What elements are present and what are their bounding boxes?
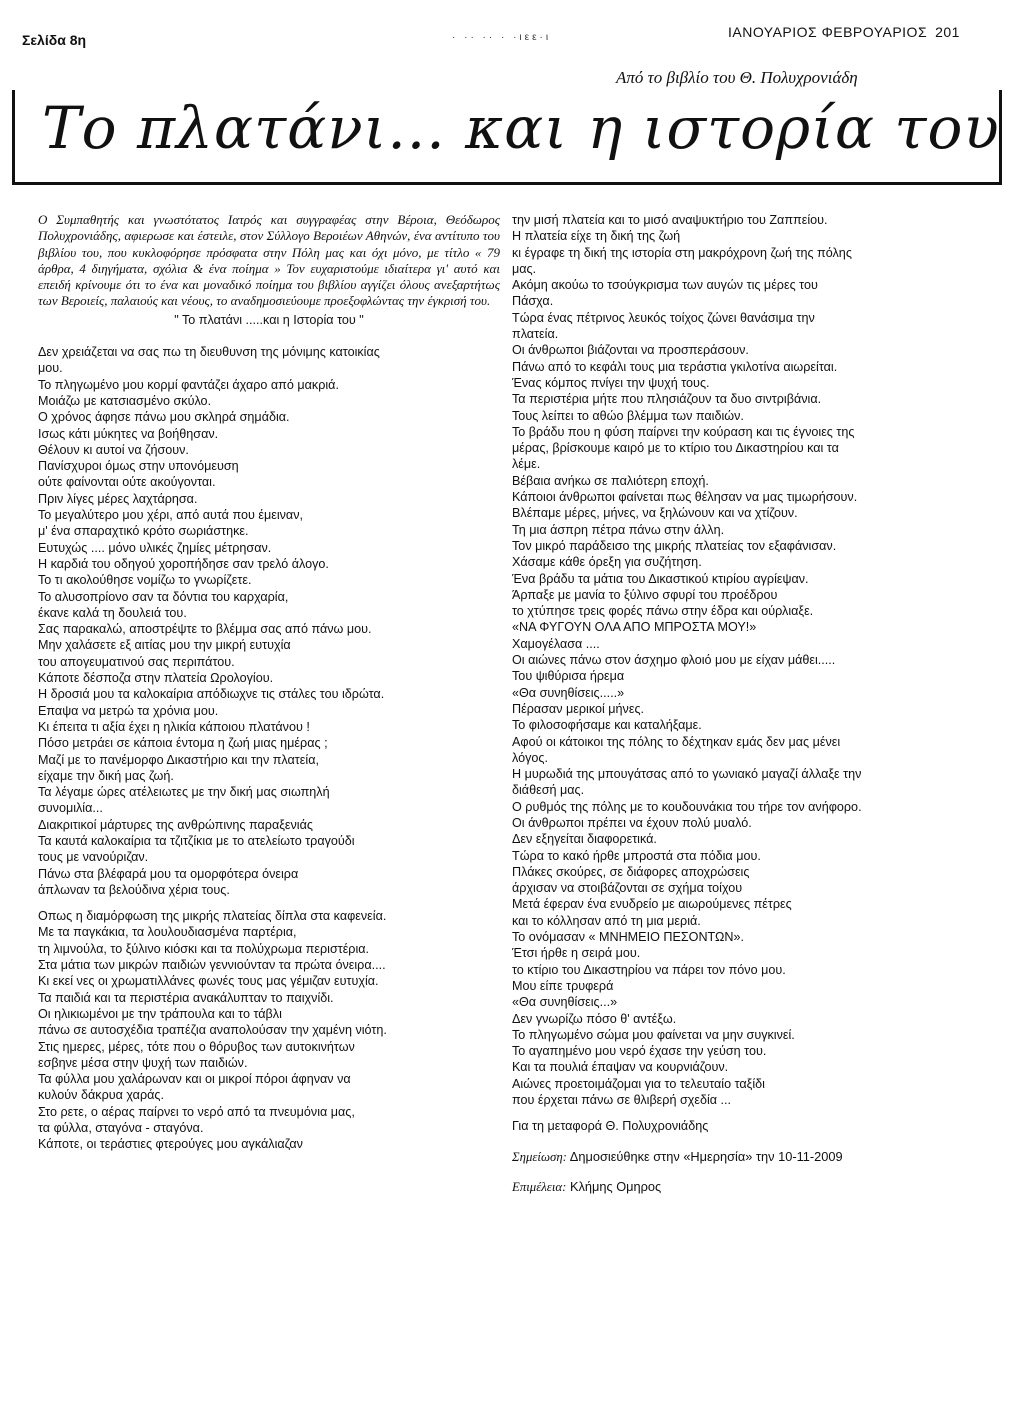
poem-line: Μου είπε τρυφερά — [512, 978, 614, 993]
publication-note — [512, 1149, 1012, 1165]
poem-line: Το ονόμασαν « ΜΝΗΜΕΙΟ ΠΕΣΟΝΤΩΝ». — [512, 930, 745, 945]
poem-line: Το αλυσοπρίονο σαν τα δόντια του καρχαρία, — [38, 589, 289, 604]
editor-name: Κλήμης Ομηρος — [569, 1178, 662, 1194]
poem-line: μ' ένα σπαραχτικό κρότο σωριάστηκε. — [38, 524, 249, 539]
header-smudged-text: · ·· ·· · ·ιεε·ι — [452, 32, 552, 43]
poem-line: Ένα βράδυ τα μάτια του Δικαστικού κτιρίου αγρίεψαν. — [512, 571, 809, 586]
poem-line: Το φιλοσοφήσαμε και καταλήξαμε. — [512, 718, 702, 733]
poem-line: Αφού οι κάτοικοι της πόλης το δέχτηκαν εμάς δεν μας μένει — [512, 734, 841, 749]
poem-line: Πλάκες σκούρες, σε διάφορες αποχρώσεις — [512, 864, 750, 879]
poem-line: μέρας, βρίσκουμε καιρό με το κτίριο του Δικαστηρίου και τα — [512, 441, 839, 456]
issue-date — [728, 24, 960, 40]
poem-line: διάθεσή μας. — [512, 783, 585, 798]
poem-title: " Το πλατάνι .....και η Ιστορία του " — [174, 312, 364, 327]
page-label: Σελίδα 8η — [22, 32, 87, 48]
poem-line: Η καρδιά του οδηγού χοροπήδησε σαν τρελό άλογο. — [38, 556, 329, 571]
translation-credit: Για τη μεταφορά Θ. Πολυχρονιάδης — [512, 1119, 709, 1134]
poem-line: Κάποτε, οι τεράστιες φτερούγες μου αγκάλιαζαν — [38, 1137, 303, 1152]
poem-line: Τώρα το κακό ήρθε μπροστά στα πόδια μου. — [512, 848, 761, 863]
spacer — [512, 1108, 1012, 1118]
poem-line: Το τι ακολούθησε νομίζω το γνωρίζετε. — [38, 573, 252, 588]
poem-line: κυλούν δάκρυα χαράς. — [38, 1088, 164, 1103]
poem-line: Το μεγαλύτερο μου χέρι, από αυτά που έμειναν, — [38, 508, 304, 523]
poem-line: Στις ημερες, μέρες, τότε που ο θόρυβος των αυτοκινήτων — [38, 1039, 355, 1054]
poem-line: Τη μια άσπρη πέτρα πάνω στην άλλη. — [512, 522, 725, 537]
poem-line: Στο ρετε, ο αέρας παίρνει το νερό από τα πνευμόνια μας, — [38, 1104, 355, 1119]
poem-line: πλατεία. — [512, 327, 559, 342]
poem-line: το χτύπησε τρεις φορές πάνω στην έδρα και ούρλιαξε. — [512, 604, 814, 619]
poem-line: Άρπαξε με μανία το ξύλινο σφυρί του προέδρου — [512, 587, 778, 602]
poem-line: Η μυρωδιά της μπουγάτσας από το γωνιακό μαγαζί άλλαξε την — [512, 767, 862, 782]
poem-line: έκανε καλά τη δουλειά του. — [38, 605, 187, 620]
poem-line: Χάσαμε κάθε όρεξη για συζήτηση. — [512, 555, 702, 570]
poem-line: Η πλατεία είχε τη δική της ζωή — [512, 229, 681, 244]
poem-part-two — [38, 908, 500, 1152]
poem-line: Οι άνθρωποι βιάζονται να προσπεράσουν. — [512, 343, 749, 358]
poem-line: Και τα πουλιά έπαψαν να κουρνιάζουν. — [512, 1060, 729, 1075]
editor-label: Επιμέλεια: — [512, 1179, 567, 1194]
poem-line: Πάνω στα βλέφαρά μου τα ομορφότερα όνειρα — [38, 866, 299, 881]
note-label: Σημείωση: — [512, 1149, 567, 1164]
article-title: Το πλατάνι... και η ιστορία του — [42, 94, 1000, 162]
poem-line: Ισως κάτι μύκητες να βοήθησαν. — [38, 426, 219, 441]
poem-line: Έτσι ήρθε η σειρά μου. — [512, 946, 641, 961]
poem-line: Βλέπαμε μέρες, μήνες, να ξηλώνουν και να χτίζουν. — [512, 506, 798, 521]
poem-line: και το κόλλησαν από τη μια μεριά. — [512, 913, 701, 928]
poem-line: είχαμε την δική μας ζωή. — [38, 768, 174, 783]
byline: Από το βιβλίο του Θ. Πολυχρονιάδη — [616, 68, 858, 87]
poem-line: Οπως η διαμόρφωση της μικρής πλατείας δίπλα στα καφενεία. — [38, 909, 387, 924]
poem-part-one — [38, 344, 500, 898]
poem-line: συνομιλία... — [38, 801, 103, 816]
poem-line: Το πληγωμένο μου κορμί φαντάζει άχαρο από μακριά. — [38, 377, 339, 392]
poem-line: το κτίριο του Δικαστηρίου να πάρει τον πόνο μου. — [512, 962, 786, 977]
issue-months: ΙΑΝΟΥΑΡΙΟΣ ΦΕΒΡΟΥΑΡΙΟΣ — [728, 24, 928, 40]
poem-line: Οι αιώνες πάνω στον άσχημο φλοιό μου με είχαν μάθει..... — [512, 653, 836, 668]
poem-line: Κάποιοι άνθρωποι φαίνεται πως θέλησαν να μας τιμωρήσουν. — [512, 490, 858, 505]
spacer — [38, 898, 500, 908]
poem-line: Τα παιδιά και τα περιστέρια ανακάλυπταν το παιχνίδι. — [38, 990, 334, 1005]
spacer — [38, 334, 500, 344]
poem-line: λέμε. — [512, 457, 541, 472]
poem-line: «ΝΑ ΦΥΓΟΥΝ ΟΛΑ ΑΠΟ ΜΠΡΟΣΤΑ ΜΟΥ!» — [512, 620, 757, 635]
poem-line: «Θα συνηθίσεις.....» — [512, 685, 625, 700]
poem-line: Ένας κόμπος πνίγει την ψυχή τους. — [512, 375, 710, 390]
poem-line: Τα περιστέρια μήτε που πλησιάζουν τα δυο σιντριβάνια. — [512, 392, 822, 407]
poem-line: Οι άνθρωποι πρέπει να έχουν πολύ μυαλό. — [512, 815, 752, 830]
poem-line: μας. — [512, 261, 537, 276]
poem-line: Ακόμη ακούω το τσούγκρισμα των αυγών τις μέρες του — [512, 278, 818, 293]
poem-line: Πάσχα. — [512, 294, 554, 309]
left-column — [38, 212, 500, 1153]
poem-line: Μαζί με το πανέμορφο Δικαστήριο και την πλατεία, — [38, 752, 319, 767]
poem-line: Δεν εξηγείται διαφορετικά. — [512, 832, 657, 847]
poem-line: Μοιάζω με κατσιασμένο σκύλο. — [38, 393, 212, 408]
editor-credit — [512, 1179, 1012, 1195]
poem-line: Διακριτικοί μάρτυρες της ανθρώπινης παραξενιάς — [38, 817, 313, 832]
poem-line: Τα καυτά καλοκαίρια τα τζιτζίκια με το ατελείωτο τραγούδι — [38, 833, 355, 848]
poem-line: Οι ηλικιωμένοι με την τράπουλα και το τάβλι — [38, 1006, 282, 1021]
poem-line: πάνω σε αυτοσχέδια τραπέζια αναπολούσαν την χαμένη νιότη. — [38, 1023, 387, 1038]
poem-line: άρχισαν να στοιβάζονται σε σχήμα τοίχου — [512, 881, 743, 896]
poem-line: Με τα παγκάκια, τα λουλουδιασμένα παρτέρια, — [38, 925, 297, 940]
poem-line: Κάποτε δέσποζα στην πλατεία Ωρολογίου. — [38, 671, 274, 686]
poem-line: του απογευματινού σας περιπάτου. — [38, 654, 235, 669]
poem-line: Στα μάτια των μικρών παιδιών γεννιούνταν τα πρώτα όνειρα.... — [38, 958, 386, 973]
poem-line: Τα φύλλα μου χαλάρωναν και οι μικροί πόροι άφηναν να — [38, 1072, 351, 1087]
poem-line: Τον μικρό παράδεισο της μικρής πλατείας τον εξαφάνισαν. — [512, 538, 837, 553]
poem-line: Πριν λίγες μέρες λαχτάρησα. — [38, 491, 198, 506]
title-box-left-bar — [12, 90, 15, 182]
poem-line: Μην χαλάσετε εξ αιτίας μου την μικρή ευτυχία — [38, 638, 291, 653]
poem-line: Ο ρυθμός της πόλης με το κουδουνάκια του τήρε τον ανήφορο. — [512, 799, 862, 814]
poem-line: «Θα συνηθίσεις...» — [512, 995, 618, 1010]
poem-line: Τώρα ένας πέτρινος λευκός τοίχος ζώνει θανάσιμα την — [512, 310, 815, 325]
poem-line: Επαψα να μετρώ τα χρόνια μου. — [38, 703, 219, 718]
note-text: Δημοσιεύθηκε στην «Ημερησία» την 10-11-2009 — [569, 1148, 843, 1164]
poem-line: ούτε φαίνονται ούτε ακούγονται. — [38, 475, 216, 490]
poem-line: τα φύλλα, σταγόνα - σταγόνα. — [38, 1121, 204, 1136]
poem-line: Βέβαια ανήκω σε παλιότερη εποχή. — [512, 473, 709, 488]
title-underline — [12, 182, 1002, 185]
poem-line: Το βράδυ που η φύση παίρνει την κούραση και τις έγνοιες της — [512, 424, 855, 439]
poem-part-three — [512, 212, 1012, 1108]
poem-line: Δεν χρειάζεται να σας πω τη διευθυνση της μόνιμης κατοικίας — [38, 345, 380, 360]
poem-line: Πάνω από το κεφάλι τους μια τεράστια γκιλοτίνα αιωρείται. — [512, 359, 838, 374]
poem-line: Του ψιθύρισα ήρεμα — [512, 669, 625, 684]
poem-line: που έρχεται πάνω σε θλιβερή σχεδία ... — [512, 1093, 732, 1108]
poem-line: Ο χρόνος άφησε πάνω μου σκληρά σημάδια. — [38, 410, 290, 425]
poem-line: Ευτυχώς .... μόνο υλικές ζημίες μέτρησαν. — [38, 540, 272, 555]
poem-line: Χαμογέλασα .... — [512, 636, 600, 651]
poem-line: τους με νανούριζαν. — [38, 850, 149, 865]
poem-line: Σας παρακαλώ, αποστρέψτε το βλέμμα σας από πάνω μου. — [38, 622, 372, 637]
poem-line: Το αγαπημένο μου νερό έχασε την γεύση του. — [512, 1044, 767, 1059]
poem-line: Πανίσχυροι όμως στην υπονόμευση — [38, 459, 239, 474]
poem-line: Τα λέγαμε ώρες ατέλειωτες με την δική μας σιωπηλή — [38, 785, 330, 800]
poem-line: τη λιμνούλα, το ξύλινο κιόσκι και τα πολύχρωμα περιστέρια. — [38, 941, 370, 956]
poem-line: λόγος. — [512, 750, 548, 765]
poem-line: κι έγραφε τη δική της ιστορία στη μακρόχρονη ζωή της πόλης — [512, 245, 852, 260]
poem-line: Πόσο μετράει σε κάποια έντομα η ζωή μιας ημέρας ; — [38, 736, 328, 751]
poem-line: άπλωναν τα βελούδινα χέρια τους. — [38, 882, 230, 897]
issue-year: 201 — [935, 24, 960, 40]
right-column — [512, 212, 1012, 1195]
poem-line: Η δροσιά μου τα καλοκαίρια απόδιωχνε τις στάλες του ιδρώτα. — [38, 687, 385, 702]
poem-line: Θέλουν κι αυτοί να ζήσουν. — [38, 442, 189, 457]
poem-line: Τους λείπει το αθώο βλέμμα των παιδιών. — [512, 408, 744, 423]
poem-line: Αιώνες προετοιμάζομαι για το τελευταίο ταξίδι — [512, 1076, 765, 1091]
poem-line: Κι έπειτα τι αξία έχει η ηλικία κάποιου πλατάνου ! — [38, 719, 310, 734]
poem-line: την μισή πλατεία και το μισό αναψυκτήριο του Ζαππείου. — [512, 213, 828, 227]
poem-line: Κι εκεί νες οι χρωματιλλάνες φωνές τους μας γέμιζαν ευτυχία. — [38, 974, 379, 989]
poem-line: Δεν γνωρίζω πόσο θ' αντέξω. — [512, 1011, 677, 1026]
intro-paragraph: Ο Συμπαθητής και γνωστότατος Ιατρός και συγγραφέας στην Βέροια, Θεόδωρος Πολυχρονιάδης, αφιερωσε και έστειλε, στον Σύλλογο Βεροιέων Αθηνών, ένα αντίτυπο του βιβλίου του, που κυκλοφόρησε πρόσφατα στην Πόλη μας και όχι μόνο, με τίτλο « 79 άρθρα, 4 διηγήματα, σχόλια & ένα ποίημα » Τον ευχαριστούμε ιδιαίτερα γι' αυτό και επειδή κρίνουμε ότι το ένα και μοναδικό ποίημα του βιβλίου αγγίζει όλους ανεξαρτήτως των Βεροιείς, παλαιούς και νέους, το αναδημοσιεύουμε προεξοφλώντας την έγκρισή του. — [38, 212, 500, 309]
poem-line: εσβηνε μέσα στην ψυχή των παιδιών. — [38, 1055, 248, 1070]
poem-line: Το πληγωμένο σώμα μου φαίνεται να μην συγκινεί. — [512, 1027, 795, 1042]
title-box — [12, 90, 1016, 188]
poem-line: Πέρασαν μερικοί μήνες. — [512, 701, 645, 716]
poem-line: μου. — [38, 361, 63, 376]
poem-line: Μετά έφεραν ένα ενυδρείο με αιωρούμενες πέτρες — [512, 897, 792, 912]
